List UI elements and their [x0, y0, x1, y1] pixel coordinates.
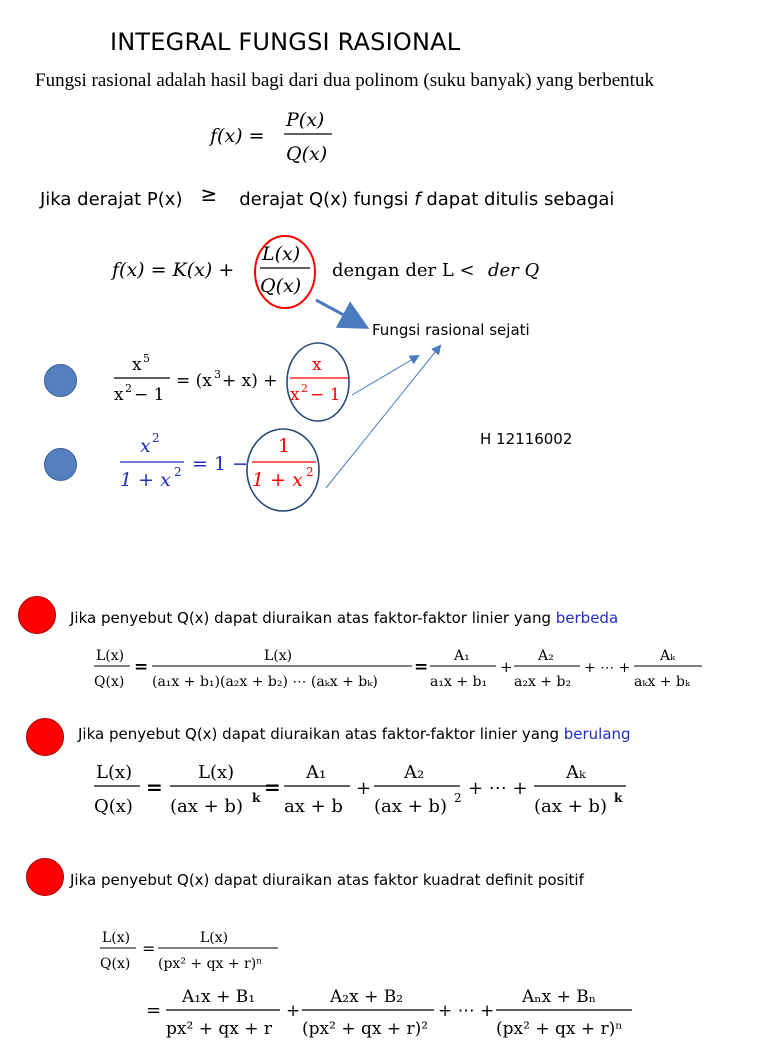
svg-text:− 1: − 1: [134, 385, 165, 405]
bullet-example-1: [44, 364, 77, 397]
case-quadratic: Jika penyebut Q(x) dapat diuraikan atas faktor kuadrat definit positif: [70, 871, 584, 889]
case-distinct-linear: Jika penyebut Q(x) dapat diuraikan atas faktor-faktor linier yang berbeda: [70, 609, 619, 627]
svg-text:(ax + b): (ax + b): [170, 796, 243, 817]
svg-text:Q(x): Q(x): [286, 143, 328, 165]
svg-text:+: +: [286, 1001, 301, 1021]
document-id: H 12116002: [480, 430, 573, 448]
intro-text: Fungsi rasional adalah hasil bagi dari dua polinom (suku banyak) yang berbentuk: [35, 70, 654, 91]
svg-text:− 1: − 1: [310, 385, 341, 405]
svg-text:(ax + b): (ax + b): [374, 796, 447, 817]
svg-text:k: k: [614, 791, 623, 805]
svg-text:x: x: [312, 355, 322, 375]
svg-text:L(x): L(x): [262, 243, 301, 265]
svg-text:der Q: der Q: [488, 260, 540, 281]
svg-text:=: =: [414, 657, 429, 677]
svg-text:k: k: [252, 791, 261, 805]
example-1-formula: [112, 340, 372, 420]
svg-text:a₂x + b₂: a₂x + b₂: [514, 674, 572, 690]
svg-text:f(x) = K(x) +: f(x) = K(x) +: [112, 259, 235, 281]
svg-text:A₁x + B₁: A₁x + B₁: [182, 987, 256, 1007]
svg-text:x: x: [140, 435, 151, 457]
svg-text:2: 2: [152, 431, 160, 445]
bullet-case-repeated: [26, 718, 64, 756]
svg-text:L(x): L(x): [96, 762, 133, 783]
svg-text:Aₖ: Aₖ: [566, 762, 586, 783]
svg-text:(ax + b): (ax + b): [534, 796, 607, 817]
svg-text:=: =: [146, 775, 163, 799]
example-2-formula: [118, 428, 338, 518]
svg-text:2: 2: [174, 465, 182, 479]
svg-text:Q(x): Q(x): [260, 275, 302, 297]
svg-text:A₂x + B₂: A₂x + B₂: [330, 987, 404, 1007]
formula-quadratic-line-2: [146, 984, 646, 1044]
svg-text:+ ⋯ +: + ⋯ +: [438, 1001, 495, 1021]
svg-text:= (x: = (x: [176, 371, 212, 391]
formula-distinct-linear: [94, 642, 714, 694]
svg-text:dengan der L <: dengan der L <: [332, 260, 475, 281]
svg-text:=: =: [146, 1000, 162, 1021]
svg-text:A₁: A₁: [454, 648, 470, 664]
svg-text:1 + x: 1 + x: [252, 469, 303, 491]
bullet-case-distinct: [18, 596, 56, 634]
svg-text:(a₁x + b₁)(a₂x + b₂) ⋯ (aₖx +: (a₁x + b₁)(a₂x + b₂) ⋯ (aₖx + bₖ): [152, 674, 378, 690]
svg-text:a₁x + b₁: a₁x + b₁: [430, 674, 488, 690]
bullet-example-2: [44, 448, 77, 481]
svg-text:+ x) +: + x) +: [222, 371, 278, 391]
svg-text:=: =: [142, 939, 156, 958]
svg-text:2: 2: [301, 382, 308, 395]
svg-text:Q(x): Q(x): [94, 674, 125, 690]
svg-text:ax + b: ax + b: [284, 796, 343, 817]
svg-text:A₁: A₁: [306, 762, 327, 783]
svg-text:1: 1: [278, 435, 291, 457]
svg-text:(px² + qx + r)ⁿ: (px² + qx + r)ⁿ: [496, 1019, 623, 1039]
svg-text:A₂: A₂: [538, 648, 554, 664]
formula-repeated-linear: [94, 758, 634, 820]
svg-text:+: +: [500, 658, 513, 676]
svg-text:5: 5: [143, 352, 150, 365]
svg-text:2: 2: [306, 465, 314, 479]
svg-text:P(x): P(x): [286, 109, 325, 131]
svg-text:A₂: A₂: [404, 762, 425, 783]
svg-text:Q(x): Q(x): [94, 796, 133, 817]
svg-text:x: x: [290, 385, 300, 405]
svg-text:Aₙx + Bₙ: Aₙx + Bₙ: [522, 987, 597, 1007]
svg-text:1 + x: 1 + x: [120, 469, 171, 491]
svg-text:2: 2: [125, 382, 132, 395]
svg-text:x: x: [114, 385, 124, 405]
case-repeated-linear: Jika penyebut Q(x) dapat diuraikan atas faktor-faktor linier yang berulang: [78, 725, 631, 743]
degree-condition: Jika derajat P(x) ≥ derajat Q(x) fungsi f dapat ditulis sebagai: [40, 182, 615, 210]
svg-text:L(x): L(x): [96, 648, 125, 664]
svg-text:L(x): L(x): [200, 930, 229, 946]
svg-text:(px² + qx + r)ⁿ: (px² + qx + r)ⁿ: [158, 956, 263, 972]
svg-text:2: 2: [454, 791, 462, 805]
svg-text:+ ⋯ +: + ⋯ +: [584, 660, 631, 676]
svg-text:= 1 −: = 1 −: [192, 453, 249, 475]
proper-rational-note: Fungsi rasional sejati: [372, 321, 530, 339]
formula-quadratic-line-1: [100, 926, 300, 976]
svg-text:=: =: [134, 657, 149, 677]
svg-text:3: 3: [214, 368, 221, 381]
svg-text:L(x): L(x): [198, 762, 235, 783]
page-title: INTEGRAL FUNGSI RASIONAL: [110, 28, 461, 56]
svg-text:+ ⋯ +: + ⋯ +: [468, 778, 528, 799]
svg-text:px² + qx + r: px² + qx + r: [166, 1019, 272, 1039]
bullet-case-quadratic: [26, 858, 64, 896]
svg-text:+: +: [356, 778, 372, 799]
svg-text:Aₖ: Aₖ: [660, 648, 676, 664]
svg-text:aₖx + bₖ: aₖx + bₖ: [634, 674, 691, 690]
svg-text:L(x): L(x): [102, 930, 131, 946]
svg-text:x: x: [132, 355, 142, 375]
svg-text:=: =: [264, 775, 281, 799]
svg-text:f(x) =: f(x) =: [210, 125, 265, 147]
svg-text:(px² + qx + r)²: (px² + qx + r)²: [302, 1019, 429, 1039]
svg-text:Q(x): Q(x): [100, 956, 131, 972]
svg-text:L(x): L(x): [264, 648, 293, 664]
